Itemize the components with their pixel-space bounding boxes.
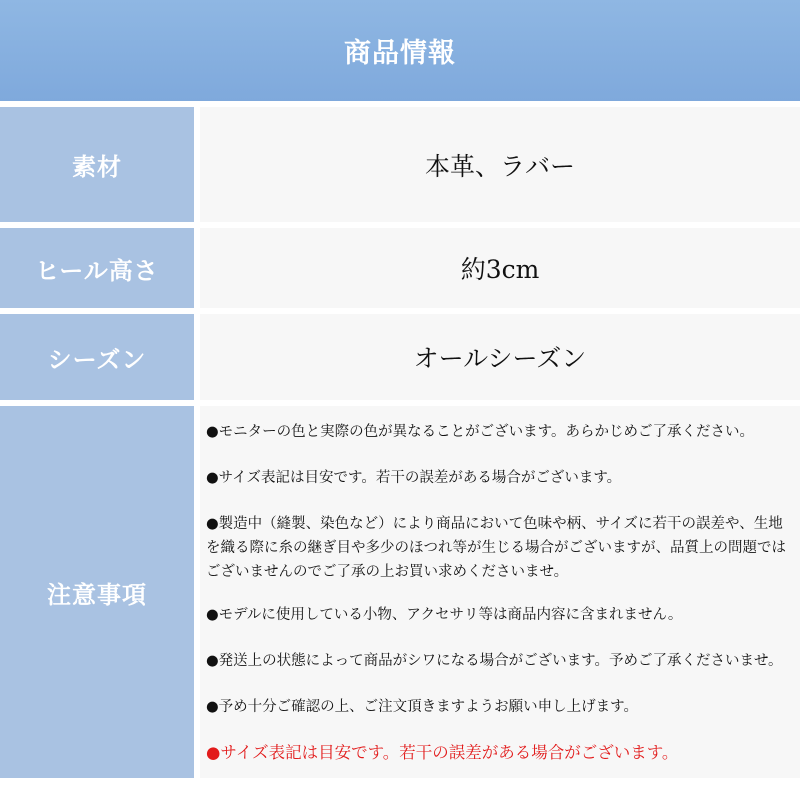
- material-label-cell: [0, 107, 194, 222]
- note-item: ●サイズ表記は目安です。若干の誤差がある場合がございます。: [206, 470, 622, 486]
- material-value: 本革、ラバー: [424, 151, 575, 181]
- row-material: [0, 107, 800, 222]
- table-header: [0, 0, 800, 101]
- table-title: 商品情報: [344, 38, 456, 69]
- row-season: [0, 314, 800, 400]
- note-item-warning: ●サイズ表記は目安です。若干の誤差がある場合がございます。: [206, 743, 679, 762]
- notes-label-cell: [0, 406, 194, 778]
- note-item: ●予め十分ご確認の上、ご注文頂きますようお願い申し上げます。: [206, 699, 638, 715]
- material-value-cell: [200, 107, 800, 222]
- notes-label: 注意事項: [47, 579, 147, 609]
- note-item: ●発送上の状態によって商品がシワになる場合がございます。予めご了承くださいませ。: [206, 653, 783, 669]
- note-item: ●モニターの色と実際の色が異なることがございます。あらかじめご了承ください。: [206, 424, 754, 440]
- row-heel-height: [0, 228, 800, 308]
- note-item: ●モデルに使用している小物、アクセサリ等は商品内容に含まれません。: [206, 607, 683, 623]
- row-notes: [0, 406, 800, 778]
- heel-height-value: 約3cm: [460, 255, 540, 284]
- season-label-cell: [0, 314, 194, 400]
- material-label: 素材: [72, 152, 122, 181]
- notes-list: [200, 406, 800, 778]
- heel-height-label-cell: [0, 228, 194, 308]
- season-label: シーズン: [47, 344, 147, 374]
- note-item: ●製造中（縫製、染色など）により商品において色味や柄、サイズに若干の誤差や、生地を織る際に糸の継ぎ目や多少のほつれ等が生じる場合がございますが、品質上の問題ではございませんのでご了承の上お買い求めくださいませ。: [206, 516, 786, 580]
- heel-height-value-cell: [200, 228, 800, 308]
- heel-height-label: ヒール高さ: [35, 255, 159, 285]
- season-value-cell: [200, 314, 800, 400]
- season-value: オールシーズン: [413, 344, 587, 373]
